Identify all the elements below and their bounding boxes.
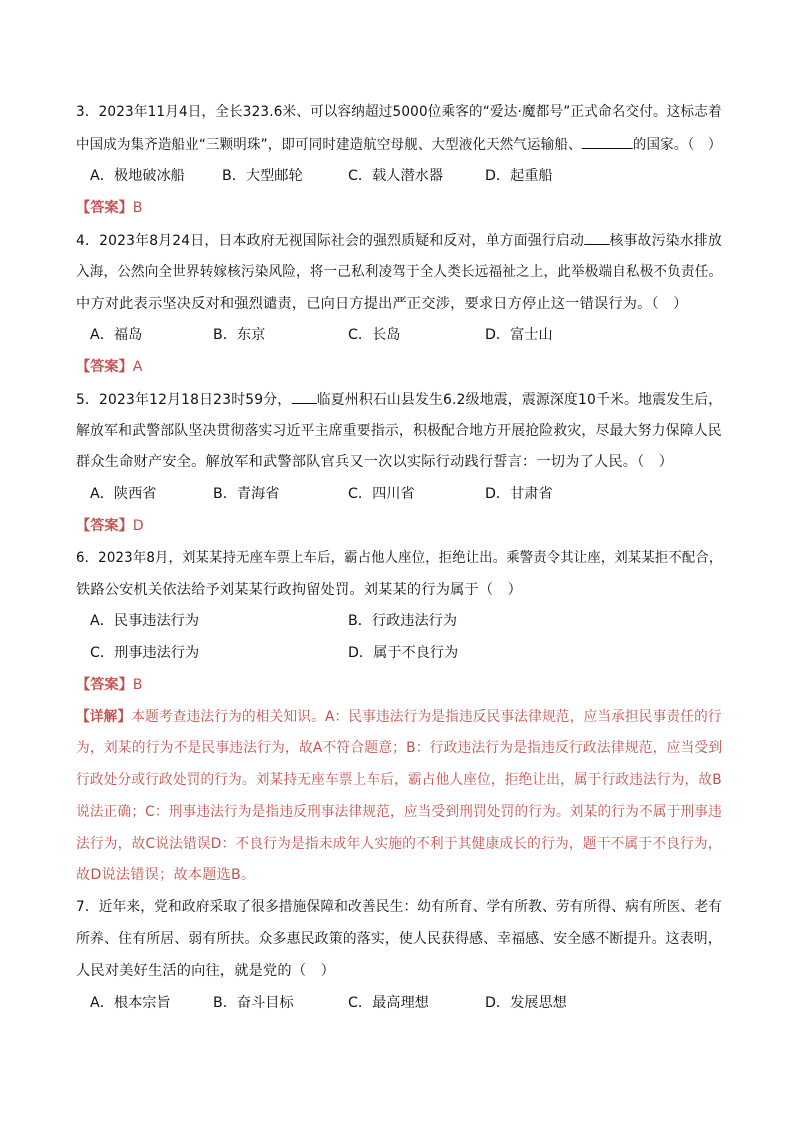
question-5-option-c: C．四川省 bbox=[348, 486, 415, 502]
fill-blank bbox=[584, 230, 609, 245]
answer-value: B bbox=[132, 200, 143, 216]
question-7-option-a: A．根本宗旨 bbox=[90, 995, 171, 1011]
question-5-line-1 bbox=[76, 389, 722, 410]
fill-blank bbox=[582, 134, 633, 149]
question-6-detail-line-3: 行政处分或行政处罚的行为。刘某持无座车票上车后，霸占他人座位，拒绝让出，属于行政违法行为，故B bbox=[76, 772, 722, 788]
question-4-option-a: A．福岛 bbox=[90, 327, 143, 343]
question-5-line-2: 解放军和武警部队坚决贯彻落实习近平主席重要指示，积极配合地方开展抢险救灾，尽最大努力保障人民 bbox=[76, 423, 722, 439]
question-6-option-c: C．刑事违法行为 bbox=[90, 645, 200, 661]
answer-label: 【答案】 bbox=[76, 359, 133, 375]
question-7-line-2: 所养、住有所居、弱有所扶。众多惠民政策的落实，使人民获得感、幸福感、安全感不断提升。这表明， bbox=[76, 931, 722, 947]
question-5-line-1-text: 5．2023年12月18日23时59分， bbox=[76, 392, 292, 408]
question-5-line-1-tail: 临夏州积石山县发生6.2级地震，震源深度10千米。地震发生后， bbox=[316, 392, 723, 408]
question-4-answer bbox=[76, 357, 142, 377]
question-6-line-2: 铁路公安机关依法给予刘某某行政拘留处罚。刘某某的行为属于（ ） bbox=[76, 582, 523, 598]
question-6-detail-line-1 bbox=[76, 707, 722, 727]
question-6-detail-line-5: 法行为，故C说法错误D：不良行为是指未成年人实施的不利于其健康成长的行为，题干不属于不良行为， bbox=[76, 836, 722, 852]
question-4-line-1-tail: 核事故污染水排放 bbox=[609, 233, 722, 249]
answer-label: 【答案】 bbox=[76, 677, 133, 693]
question-3-line-2-tail: 的国家。（ ） bbox=[632, 137, 722, 153]
detail-label: 【详解】 bbox=[76, 709, 132, 725]
question-7-option-c: C．最高理想 bbox=[348, 995, 429, 1011]
question-6-option-a: A．民事违法行为 bbox=[90, 613, 200, 629]
question-3-option-b: B．大型邮轮 bbox=[222, 168, 303, 184]
question-3-answer bbox=[76, 198, 143, 218]
question-4-line-2: 入海，公然向全世界转嫁核污染风险，将一己私利凌驾于全人类长远福祉之上，此举极端自私极不负责任。 bbox=[76, 264, 723, 280]
question-7-line-1: 7．近年来，党和政府采取了很多措施保障和改善民生：幼有所育、学有所教、劳有所得、病有所医、老有 bbox=[76, 899, 723, 915]
question-4-line-1 bbox=[76, 230, 722, 251]
question-5-option-d: D．甘肃省 bbox=[485, 486, 553, 502]
question-3-line-2-text: 中国成为集齐造船业“三颗明珠”，即可同时建造航空母舰、大型液化天然气运输船、 bbox=[76, 137, 582, 153]
answer-value: B bbox=[132, 677, 143, 693]
question-7-line-3: 人民对美好生活的向往，就是党的（ ） bbox=[76, 963, 335, 979]
question-3-line-2 bbox=[76, 134, 722, 155]
question-7-option-b: B．奋斗目标 bbox=[213, 995, 294, 1011]
question-6-detail-line-4: 说法正确；C：刑事违法行为是指违反刑事法律规范，应当受到刑罚处罚的行为。刘某的行为不属于刑事违 bbox=[76, 804, 722, 820]
question-4-line-1-text: 4．2023年8月24日，日本政府无视国际社会的强烈质疑和反对，单方面强行启动 bbox=[76, 233, 585, 249]
question-6-answer bbox=[76, 675, 143, 695]
question-3-option-c: C．载人潜水器 bbox=[348, 168, 444, 184]
question-5-option-a: A．陕西省 bbox=[90, 486, 157, 502]
question-6-line-1: 6．2023年8月，刘某某持无座车票上车后，霸占他人座位，拒绝让出。乘警责令其让座，刘某某拒不配合， bbox=[76, 550, 723, 566]
question-5-line-3: 群众生命财产安全。解放军和武警部队官兵又一次以实际行动践行誓言：一切为了人民。（ ） bbox=[76, 454, 674, 470]
answer-value: D bbox=[132, 518, 144, 534]
question-4-line-3: 中方对此表示坚决反对和强烈谴责，已向日方提出严正交涉，要求日方停止这一错误行为。（ ） bbox=[76, 296, 688, 312]
question-6-option-d: D．属于不良行为 bbox=[348, 645, 459, 661]
question-4-option-d: D．富士山 bbox=[485, 327, 553, 343]
question-5-answer bbox=[76, 516, 144, 536]
fill-blank bbox=[291, 389, 316, 404]
question-6-option-b: B．行政违法行为 bbox=[348, 613, 458, 629]
question-6-detail-line-6: 故D说法错误；故本题选B。 bbox=[76, 867, 256, 883]
answer-value: A bbox=[132, 359, 143, 375]
question-3-line-1: 3．2023年11月4日，全长323.6米、可以容纳超过5000位乘客的“爱达·魔都号”正式命名交付。这标志着 bbox=[76, 104, 722, 120]
question-3-option-d: D．起重船 bbox=[485, 168, 553, 184]
question-3-option-a: A．极地破冰船 bbox=[90, 168, 185, 184]
question-4-option-b: B．东京 bbox=[213, 327, 266, 343]
question-7-option-d: D．发展思想 bbox=[485, 995, 567, 1011]
answer-label: 【答案】 bbox=[76, 518, 133, 534]
question-4-option-c: C．长岛 bbox=[348, 327, 401, 343]
answer-label: 【答案】 bbox=[76, 200, 133, 216]
question-6-detail-line-2: 为，刘某的行为不是民事违法行为，故A不符合题意；B：行政违法行为是指违反行政法律规范，应当受到 bbox=[76, 740, 723, 756]
question-5-option-b: B．青海省 bbox=[213, 486, 280, 502]
detail-text: 本题考查违法行为的相关知识。A：民事违法行为是指违反民事法律规范，应当承担民事责任的行 bbox=[131, 709, 722, 725]
